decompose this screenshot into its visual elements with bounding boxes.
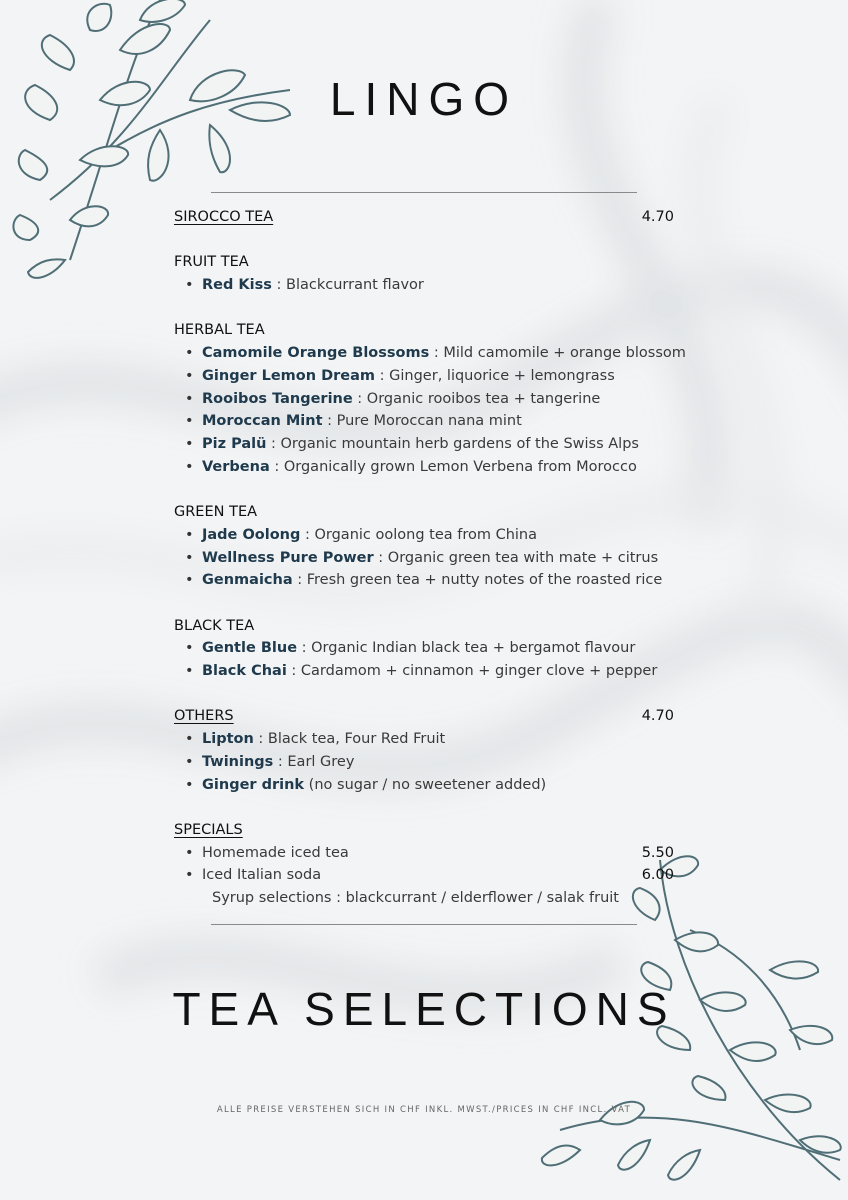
item-description: : Organic Indian black tea + bergamot flavour bbox=[297, 640, 636, 657]
item-name: Red Kiss bbox=[202, 277, 272, 294]
item-description: : Organic rooibos tea + tangerine bbox=[352, 390, 601, 407]
item-name: • Iced Italian soda bbox=[202, 867, 322, 884]
section-black-tea bbox=[174, 615, 674, 683]
item-price: 5.50 bbox=[641, 844, 674, 861]
item-description: : Organic green tea with mate + citrus bbox=[373, 549, 659, 566]
item-name: Camomile Orange Blossoms bbox=[202, 345, 430, 362]
item-description: : Mild camomile + orange blossom bbox=[429, 345, 686, 362]
menu-item bbox=[174, 660, 674, 683]
item-name: Gentle Blue bbox=[202, 640, 298, 657]
item-name: Piz Palü bbox=[202, 436, 267, 452]
section-header bbox=[174, 319, 674, 342]
item-list bbox=[174, 728, 674, 796]
item-description: : Organic mountain herb gardens of the Swiss Alps bbox=[266, 436, 639, 452]
section-title: GREEN TEA bbox=[174, 504, 258, 521]
menu-list bbox=[174, 206, 686, 932]
section-header bbox=[174, 819, 674, 842]
item-description: (no sugar / no sweetener added) bbox=[304, 776, 547, 793]
item-name: Black Chai bbox=[202, 663, 287, 679]
section-header bbox=[174, 251, 674, 274]
item-description: : Cardamom + cinnamon + ginger clove + pepper bbox=[286, 663, 658, 679]
menu-item bbox=[174, 842, 674, 865]
section-fruit-tea bbox=[174, 251, 674, 296]
section-herbal-tea bbox=[174, 319, 686, 478]
menu-item bbox=[174, 524, 674, 547]
section-others bbox=[174, 705, 674, 796]
bottom-divider bbox=[211, 924, 637, 925]
item-name: • Homemade iced tea bbox=[202, 844, 349, 861]
menu-item bbox=[174, 864, 674, 887]
item-name: Ginger Lemon Dream bbox=[202, 367, 376, 384]
section-price: 4.70 bbox=[641, 209, 674, 225]
item-description: : Blackcurrant flavor bbox=[271, 277, 424, 294]
menu-item bbox=[174, 751, 674, 774]
item-price: 6.00 bbox=[641, 867, 674, 884]
menu-item bbox=[174, 342, 686, 365]
menu-item bbox=[174, 774, 674, 797]
item-list bbox=[174, 274, 674, 297]
price-disclaimer: ALLE PREISE VERSTEHEN SICH IN CHF INKL. MWST./PRICES IN CHF INCL. VAT bbox=[216, 1105, 632, 1115]
section-title: OTHERS bbox=[174, 708, 234, 725]
item-name: Wellness Pure Power bbox=[202, 549, 374, 566]
item-list bbox=[174, 637, 674, 682]
section-sirocco-tea bbox=[174, 206, 674, 229]
section-title: FRUIT TEA bbox=[174, 254, 249, 271]
item-description: : Fresh green tea + nutty notes of the roasted rice bbox=[292, 572, 663, 589]
item-name: Moroccan Mint bbox=[202, 413, 323, 430]
item-name: Lipton bbox=[202, 731, 254, 748]
item-name: Genmaicha bbox=[202, 572, 293, 589]
menu-item bbox=[174, 410, 674, 433]
item-name: Twinings bbox=[202, 753, 274, 770]
footer-title: TEA SELECTIONS bbox=[172, 983, 676, 1035]
item-description: : Organic oolong tea from China bbox=[300, 526, 538, 543]
item-list bbox=[174, 342, 686, 478]
menu-item bbox=[174, 274, 674, 297]
section-header bbox=[174, 501, 674, 524]
top-divider bbox=[211, 192, 637, 193]
item-description: : Earl Grey bbox=[273, 753, 355, 770]
section-specials bbox=[174, 819, 674, 910]
item-name: Rooibos Tangerine bbox=[202, 390, 353, 407]
menu-item bbox=[174, 433, 674, 456]
section-title: HERBAL TEA bbox=[174, 322, 265, 339]
menu-item bbox=[174, 547, 674, 570]
item-list bbox=[174, 524, 674, 592]
menu-item bbox=[174, 388, 674, 411]
section-title: SIROCCO TEA bbox=[174, 209, 274, 225]
item-name: Jade Oolong bbox=[202, 526, 301, 543]
section-price: 4.70 bbox=[641, 708, 674, 725]
item-name: Verbena bbox=[202, 458, 270, 475]
menu-item bbox=[174, 728, 674, 751]
brand-title: LINGO bbox=[329, 73, 519, 125]
menu-item bbox=[174, 637, 674, 660]
section-green-tea bbox=[174, 501, 674, 592]
menu-item bbox=[174, 456, 674, 479]
item-description: : Pure Moroccan nana mint bbox=[322, 413, 522, 430]
section-title: SPECIALS bbox=[174, 821, 243, 838]
section-header bbox=[174, 206, 674, 229]
item-list bbox=[174, 842, 674, 887]
section-header bbox=[174, 705, 674, 728]
section-title: BLACK TEA bbox=[174, 617, 255, 634]
item-description: : Organically grown Lemon Verbena from Morocco bbox=[269, 458, 637, 475]
menu-item bbox=[174, 365, 674, 388]
section-header bbox=[174, 615, 674, 638]
item-description: : Ginger, liquorice + lemongrass bbox=[375, 367, 615, 384]
item-name: Ginger drink bbox=[202, 776, 305, 793]
item-description: : Black tea, Four Red Fruit bbox=[253, 731, 446, 748]
syrup-note: Syrup selections : blackcurrant / elderflower / salak fruit bbox=[212, 890, 619, 906]
menu-item bbox=[174, 569, 674, 592]
